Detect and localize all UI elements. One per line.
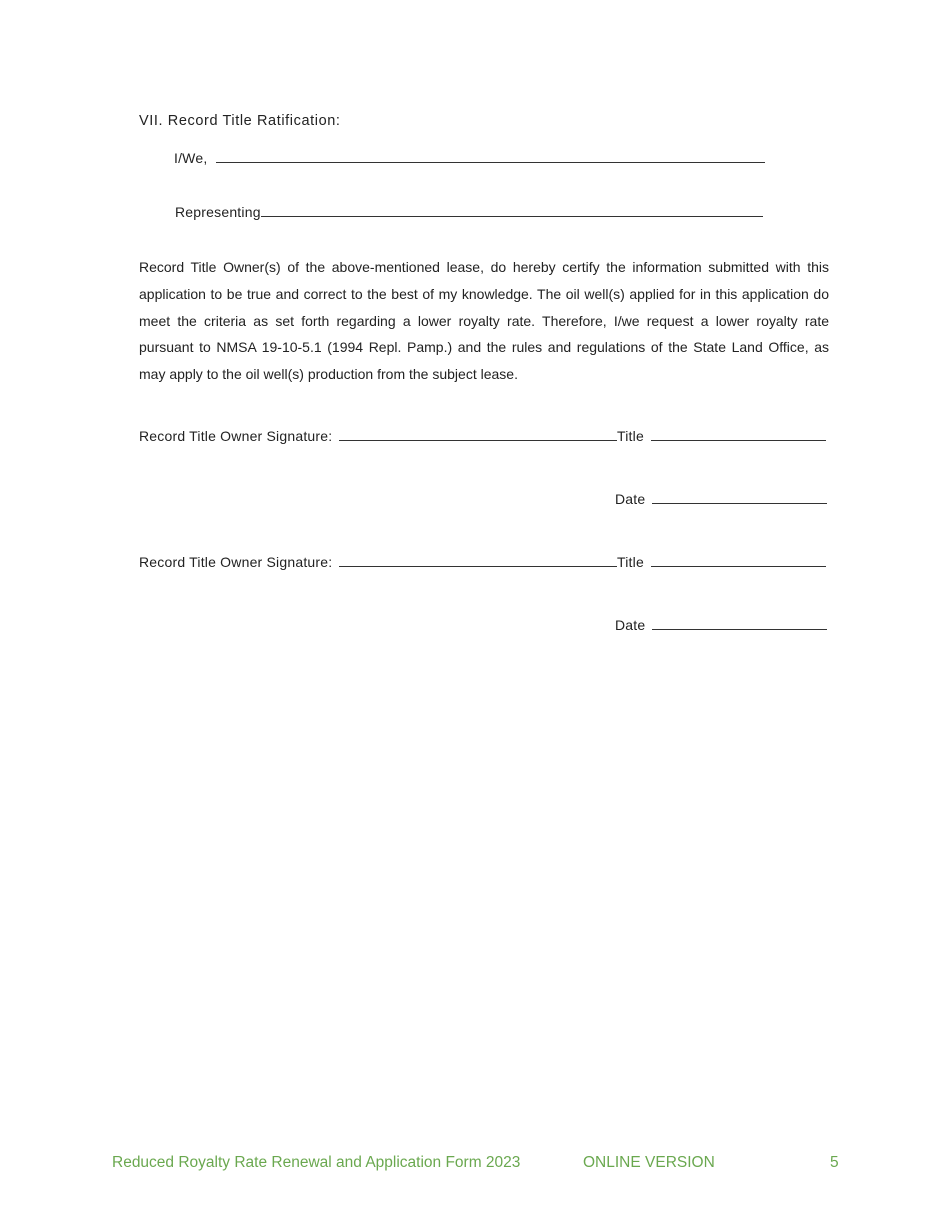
footer-page-number: 5 xyxy=(830,1154,839,1171)
title-row-1 xyxy=(617,427,826,445)
date-blank-line-2[interactable] xyxy=(652,616,827,630)
title-label-2: Title xyxy=(617,554,644,570)
representing-field-row xyxy=(175,203,763,221)
date-blank-line-1[interactable] xyxy=(652,490,827,504)
date-row-2 xyxy=(615,616,827,634)
signature-row-1 xyxy=(139,427,617,445)
title-label-1: Title xyxy=(617,428,644,444)
representing-blank-line[interactable] xyxy=(261,203,763,217)
representing-label: Representing xyxy=(175,204,261,220)
date-label-1: Date xyxy=(615,491,646,507)
signature-label-1: Record Title Owner Signature: xyxy=(139,428,333,444)
iwe-label: I/We, xyxy=(174,150,208,166)
signature-blank-line-1[interactable] xyxy=(339,427,617,441)
date-label-2: Date xyxy=(615,617,646,633)
date-row-1 xyxy=(615,490,827,508)
footer-form-name: Reduced Royalty Rate Renewal and Application Form 2023 xyxy=(112,1154,521,1171)
signature-label-2: Record Title Owner Signature: xyxy=(139,554,333,570)
title-blank-line-1[interactable] xyxy=(651,427,826,441)
iwe-blank-line[interactable] xyxy=(216,149,765,163)
title-blank-line-2[interactable] xyxy=(651,553,826,567)
footer-version: ONLINE VERSION xyxy=(583,1154,715,1171)
signature-row-2 xyxy=(139,553,617,571)
signature-blank-line-2[interactable] xyxy=(339,553,617,567)
iwe-field-row xyxy=(174,149,765,167)
section-heading: VII. Record Title Ratification: xyxy=(139,113,341,129)
certification-paragraph: Record Title Owner(s) of the above-mentioned lease, do hereby certify the information submitted with this application to be true and correct to the best of my knowledge. The oil well(s) applied for in this application do meet the criteria as set forth regarding a lower royalty rate. Therefore, I/we request a lower royalty rate pursuant to NMSA 19-10-5.1 (1994 Repl. Pamp.) and the rules and regulations of the State Land Office, as may apply to the oil well(s) production from the subject lease. xyxy=(139,259,829,383)
title-row-2 xyxy=(617,553,826,571)
